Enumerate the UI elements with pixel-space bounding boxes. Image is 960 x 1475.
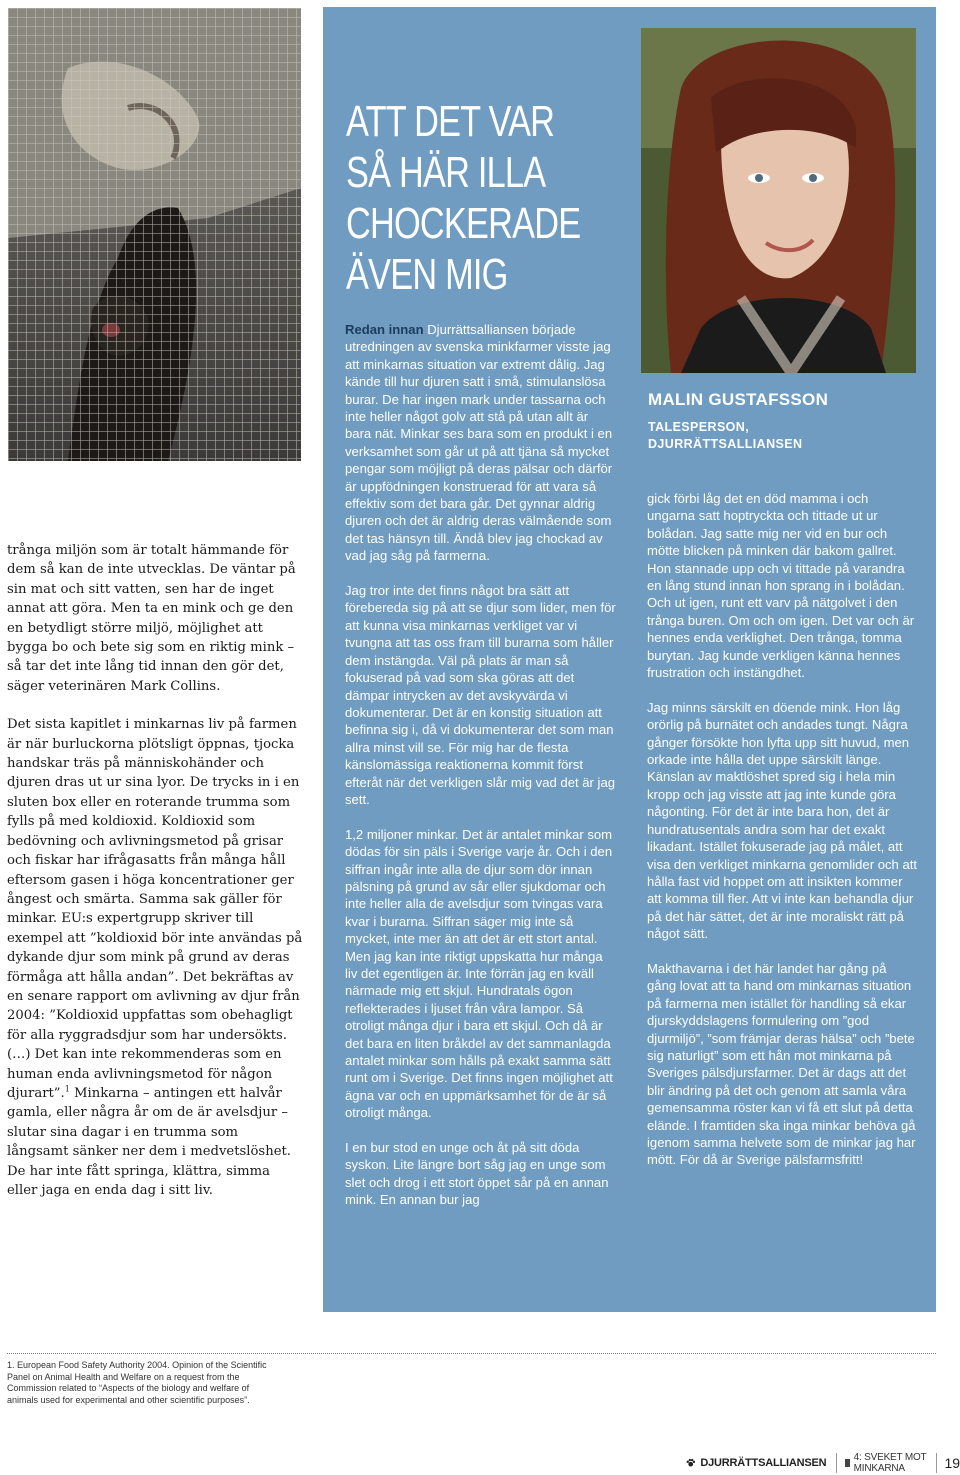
left-paragraph-2b: Minkarna – antingen ett halvår gamla, eller några år om de är avelsdjur – slutar sina dagar i en trumma som långsamt sänker ner dem i medvetslöshet. De har inte fått springa, klättra, simma eller jaga en enda dag i sitt liv. bbox=[7, 1085, 291, 1198]
headline-line-4: ÄVEN MIG bbox=[346, 250, 508, 299]
person-role-line-2: DJURRÄTTSALLIANSEN bbox=[648, 437, 803, 451]
mid-paragraph-1 bbox=[345, 321, 617, 565]
right-paragraph-3: Makthavarna i det här landet har gång på gång lovat att ta hand om minkarnas situation på farmerna men istället för handling så ekar djurskyddslagens formulering om ”god djurmiljö”, ”som främjar deras hälsa” och ”bete sig naturligt” som ett hån mot minkarna på Sveriges pälsdjursfarmer. Det är dags att det blir ändring på det och genom att samla våra gemensamma röster kan vi få ett slut på detta elände. I framtiden ska inga minkar behöva gå igenom samma helvete som de minkar jag har mött. För då är Sverige pälsfarmsfritt! bbox=[647, 960, 916, 1168]
right-paragraph-1: gick förbi låg det en död mamma i och ungarna satt hoptryckta och tittade ut ur bolådan. Jag satte mig ner vid en bur och mötte blicken på minken där bakom gallret. Hon stannade upp och vi tittade på varandra en lång stund innan hon sprang in i bolådan. Och ut igen, runt ett varv på nätgolvet i den trånga buren. Om och om igen. Det var och är hennes enda verklighet. Den trånga, tomma burytan. Jag kunde verkligen känna hennes frustration och instängdhet. bbox=[647, 491, 915, 681]
left-paragraph-2a: Det sista kapitlet i minkarnas liv på farmen är när burluckorna plötsligt öppnas, tjocka handskar träs på människohänder och djuren dras ut ur sina lyor. De trycks in i en sluten box eller en roterande trumma som fylls på med koldioxid. Koldioxid som bedövning och avlivningsmetod på grisar och fiskar har ifrågasatts från många håll eftersom gasen i höga koncentrationer ger ångest och smärta. Samma sak gäller för minkar. EU:s expertgrupp skriver till exempel att ”koldioxid bör inte användas på dykande djur som mink på grund av deras förmåga att hålla andan”. Det bekräftas av en senare rapport om avlivning av djur från 2004: ”Koldioxid uppfattas som obehagligt för alla ryggradsdjur som har undersökts. (…) Det kan inte rekommenderas som en human enda avlivningsmetod för någon djurart”. bbox=[7, 717, 303, 1101]
lead-in: Redan innan bbox=[345, 322, 424, 337]
mid-paragraph-1-text: Djurrättsalliansen började utredningen av svenska minkfarmer visste jag att minkarnas situation var extremt dålig. Jag kände till hur djuren satt i små, stimulanslösa burar. De har ingen mark under tassarna och inte heller något golv att stå på utan allt är bara nät. Minkar ses bara som en produkt i en verksamhet som går ut på att tjäna så mycket pengar som möjligt på deras pälsar och därför är uppfödningen konstruerad för att vara så effektiv som det bara går. Det gynnar aldrig djuren och det är aldrig deras välmående som det tas hänsyn till. Ändå blev jag chockad av vad jag såg på farmerna. bbox=[345, 322, 613, 564]
headline-line-1: ATT DET VAR bbox=[346, 97, 555, 146]
mink-cage-photo bbox=[8, 8, 301, 461]
left-article-column bbox=[7, 541, 303, 1200]
left-paragraph-2 bbox=[7, 715, 303, 1200]
mid-paragraph-3: 1,2 miljoner minkar. Det är antalet minkar som dödas för sin päls i Sverige varje år. Och i den siffran ingår inte alla de djur som dör innan pälsning på grund av sår eller sjukdomar och inte heller alla de avelsdjur som tvingas vara kvar i burarna. Siffran säger mig inte så mycket, inte mer än att det är ett stort antal. Men jag kan inte riktigt uppskatta hur många liv det egentligen är. Inte förrän jag en kväll närmade mig ett skjul. Hundratals ögon reflekterades i ljuset från våra lampor. Så otroligt många djur i bara ett skjul. Och då är det bara en liten bråkdel av det sammanlagda antalet minkar som hålls på exakt samma sätt runt om i Sverige. Det finns ingen möjlighet att ägna var och en uppmärksamhet för de är så otroligt många. bbox=[345, 826, 613, 1121]
paw-logo-icon bbox=[686, 1455, 695, 1471]
headline-line-3: CHOCKERADE bbox=[346, 199, 581, 248]
section-square-icon bbox=[845, 1459, 850, 1467]
mid-paragraph-2: Jag tror inte det finns något bra sätt att förebereda sig på att se djur som lider, men för att kunna visa minkarnas verkliget var vi tvungna att tas oss fram till burarna som håller dem instängda. Väl på plats är man så fokuserad på vad som ska göras att det dämpar intrycken av det avskyvärda vi dokumenterar. Det är en konstig situation att befinna sig i, då vi dokumenterar det som man allra minst vill se. För mig har de flesta känslomässiga reaktionerna kommit först efteråt när det verkligen slår mig vad det är jag sett. bbox=[345, 583, 616, 807]
footer-divider-2 bbox=[936, 1453, 937, 1473]
panel-column-middle bbox=[345, 321, 617, 1209]
right-paragraph-2: Jag minns särskilt en döende mink. Hon låg orörlig på burnätet och andades tungt. Några gånger försökte hon lyfta upp sitt huvud, men orkade inte hålla det uppe särskilt länge. Känslan av maktlöshet spred sig i hela min kropp och jag visste att jag inte kunde göra någonting. För det är inte bara hon, det är hundratusentals andra som har det exakt likadant. Istället fokuserade jag på målet, att visa den verkliget minkarna genomlider och att hålla fast vid hoppet om att insikten kommer att komma till fler. Att vi inte kan behandla djur på det här sättet, det är inte moraliskt rätt på något sätt. bbox=[647, 699, 918, 942]
footer-brand: DJURRÄTTSALLIANSEN bbox=[700, 1457, 827, 1469]
footnote-divider bbox=[7, 1353, 936, 1354]
footnote: 1. European Food Safety Authority 2004. Opinion of the Scientific Panel on Animal Health and Welfare on a request from the Commission related to “Aspects of the biology and welfare of animals used for experimental and other scientific purposes”. bbox=[7, 1360, 267, 1406]
page-number: 19 bbox=[944, 1455, 960, 1471]
headline-line-2: SÅ HÄR ILLA bbox=[346, 148, 546, 197]
person-name: MALIN GUSTAFSSON bbox=[648, 390, 829, 409]
footer-section: 4: SVEKET MOT MINKARNA bbox=[853, 1452, 927, 1474]
portrait-photo bbox=[641, 28, 916, 373]
person-role-line-1: TALESPERSON, bbox=[648, 420, 750, 434]
headline bbox=[346, 96, 581, 300]
panel-column-right bbox=[647, 490, 919, 1169]
person-role bbox=[648, 419, 802, 453]
footer-divider bbox=[836, 1453, 837, 1473]
left-paragraph-1: trånga miljön som är totalt hämmande för dem så kan de inte utvecklas. De väntar på sin mat och sitt vatten, sen har de inget annat att göra. Men ta en mink och ge den en betydligt större miljö, möjlighet att bygga bo och bete sig som en riktig mink – så tar det inte lång tid innan den gör det, säger veterinären Mark Collins. bbox=[7, 543, 296, 694]
mid-paragraph-4: I en bur stod en unge och åt på sitt döda syskon. Lite längre bort såg jag en unge som slet och drog i ett stort öppet sår på en annan mink. En annan bur jag bbox=[345, 1140, 609, 1208]
mink-cage-illustration bbox=[8, 8, 301, 461]
page-footer bbox=[686, 1452, 960, 1474]
footnote-ref[interactable]: 1 bbox=[64, 1084, 70, 1094]
portrait-illustration bbox=[641, 28, 916, 373]
